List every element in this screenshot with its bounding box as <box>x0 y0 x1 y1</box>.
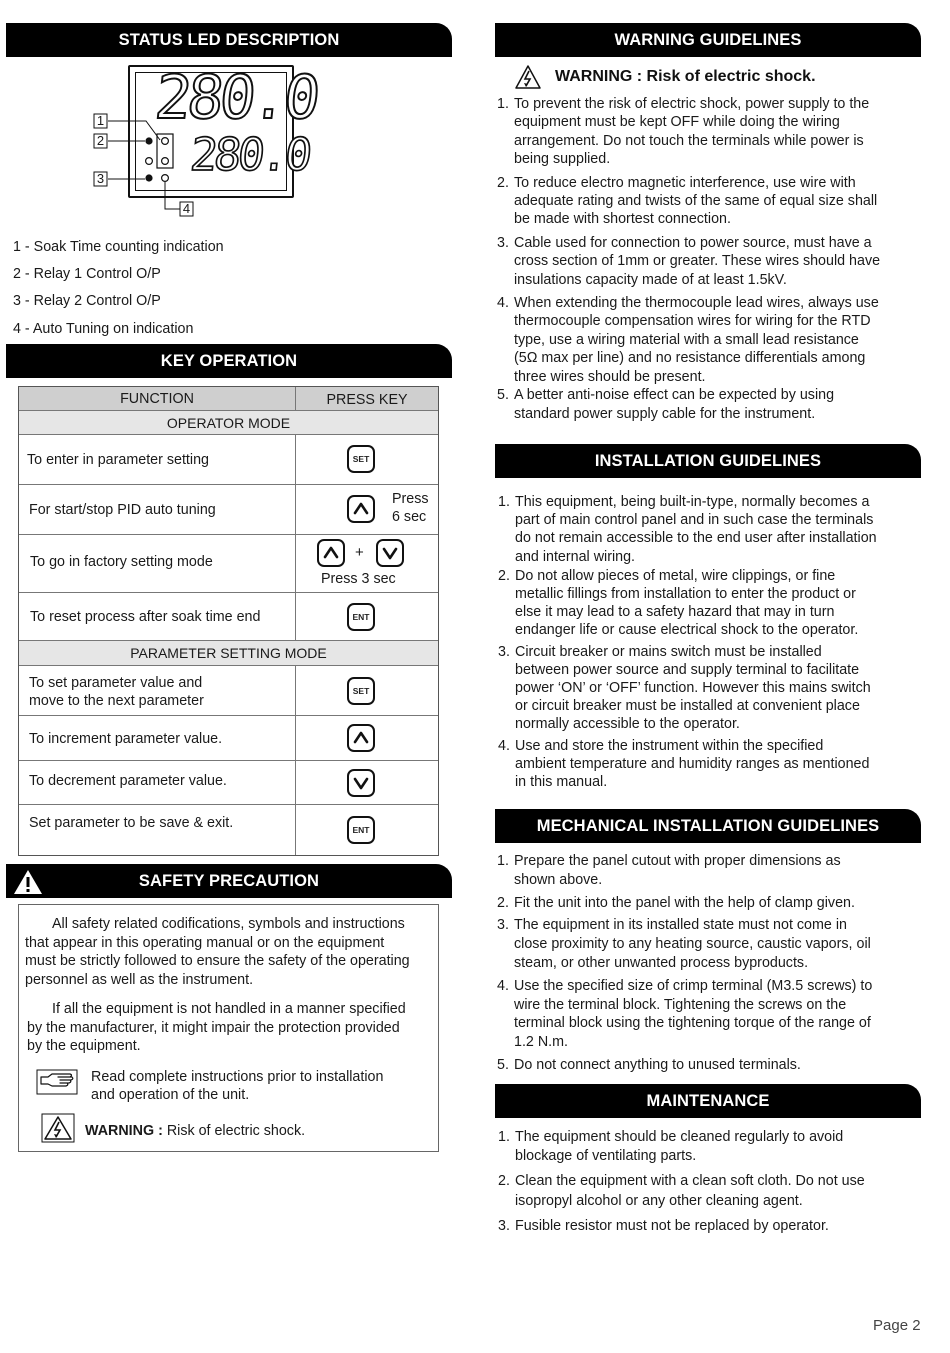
list-item-number: 1. <box>498 494 510 510</box>
table-row <box>19 535 438 593</box>
list-item-line: standard power supply cable for the instrument. <box>514 405 816 422</box>
led-legend-3: 3 - Relay 2 Control O/P <box>13 293 161 309</box>
safety-p1-line1: All safety related codifications, symbols and instructions <box>52 916 405 932</box>
list-item-number: 2. <box>497 894 509 911</box>
safety-p2-line2: by the manufacturer, it might impair the protection provided <box>27 1019 400 1036</box>
led-1 <box>145 137 152 144</box>
row-decrement-label: To decrement parameter value. <box>19 761 296 804</box>
list-item-number: 4. <box>497 295 509 312</box>
callout-3: 3 <box>96 171 105 186</box>
table-header-row <box>19 387 438 411</box>
list-item-line: A better anti-noise effect can be expected by using <box>514 387 835 404</box>
list-item-line: be made with shortest connection. <box>514 211 731 228</box>
set-key: SET <box>347 445 375 473</box>
list-item-line: thermocouple compensation wires for wiring for the RTD <box>514 313 871 330</box>
installation-header: INSTALLATION GUIDELINES <box>495 444 921 478</box>
safety-warning-bold: WARNING : <box>85 1123 163 1139</box>
list-item <box>498 1217 918 1236</box>
list-item <box>497 916 917 972</box>
list-item <box>497 294 917 386</box>
callout-1: 1 <box>96 113 105 128</box>
key-operation-header: KEY OPERATION <box>6 344 452 378</box>
safety-header <box>6 864 452 898</box>
list-item-line: Use the specified size of crimp terminal (M3.5 screws) to <box>514 977 873 994</box>
list-item-line: and internal wiring. <box>515 548 636 565</box>
warning-guidelines-header: WARNING GUIDELINES <box>495 23 921 57</box>
safety-header-label: SAFETY PRECAUTION <box>138 872 320 890</box>
safety-p1-line3: must be strictly followed to ensure the safety of the operating <box>25 953 410 969</box>
read-instructions-icon <box>36 1069 78 1095</box>
row-save-label: Set parameter to be save & exit. <box>19 805 296 855</box>
led-legend-4: 4 - Auto Tuning on indication <box>13 321 194 337</box>
list-item-line: The equipment should be cleaned regularly to avoid <box>515 1129 844 1145</box>
led-legend-1: 1 - Soak Time counting indication <box>13 239 224 255</box>
list-item-line: isopropyl alcohol or any other cleaning agent. <box>515 1192 803 1209</box>
warning-list <box>497 95 917 423</box>
up-key <box>347 724 375 752</box>
list-item-line: metallic fillings from installation to enter the product or <box>515 586 856 603</box>
list-item-line: arrangement. Do not touch the terminals while power is <box>514 132 864 149</box>
list-item-number: 4. <box>498 737 510 754</box>
list-item-line: (5Ω max per line) and no resistance differentials among <box>514 350 866 367</box>
list-item-line: in this manual. <box>515 774 608 791</box>
list-item-line: power ‘ON’ or ‘OFF’ function. However this mains switch <box>515 680 871 697</box>
list-item <box>498 567 918 640</box>
list-item <box>497 1056 917 1075</box>
list-item-line: equipment must be kept OFF while doing the wiring <box>514 114 840 131</box>
safety-box <box>18 904 439 1152</box>
list-item <box>497 95 917 169</box>
list-item-line: adequate rating and twists of the same of equal size shall <box>514 193 878 210</box>
list-item-line: type, use a wiring material with a small lead resistance <box>514 331 859 348</box>
list-item-line: being supplied. <box>514 151 611 168</box>
read-instructions-line2: and operation of the unit. <box>91 1087 250 1103</box>
table-row <box>19 805 438 855</box>
list-item-line: shown above. <box>514 871 603 888</box>
row-reset-label: To reset process after soak time end <box>19 593 296 640</box>
list-item-line: This equipment, being built-in-type, normally becomes a <box>515 494 870 510</box>
operator-mode-label: OPERATOR MODE <box>166 415 291 431</box>
led-legend-2: 2 - Relay 1 Control O/P <box>13 266 161 282</box>
table-row <box>19 485 438 535</box>
list-item-line: three wires should be present. <box>514 368 706 385</box>
list-item-line: Circuit breaker or mains switch must be installed <box>515 643 822 660</box>
list-item-number: 2. <box>497 174 509 191</box>
list-item-line: terminal block using the tightening torque of the range of <box>514 1015 871 1032</box>
list-item-line: When extending the thermocouple lead wires, always use <box>514 295 879 312</box>
list-item-number: 1. <box>498 1129 510 1145</box>
parameter-mode-row <box>19 641 438 666</box>
press-6-line1: Press <box>392 491 429 507</box>
list-item-line: Prepare the panel cutout with proper dimensions as <box>514 853 841 869</box>
list-item <box>497 386 917 423</box>
press-3-sec: Press 3 sec <box>321 571 396 587</box>
list-item-line: 1.2 N.m. <box>514 1034 569 1051</box>
list-item-line: endanger life or cause electrical shock to the operator. <box>515 622 859 639</box>
list-item-line: between power source and supply terminal to facilitate <box>515 661 860 678</box>
list-item-number: 4. <box>497 977 509 994</box>
list-item-line: The equipment in its installed state must not come in <box>514 917 847 934</box>
safety-warning-line <box>85 1123 305 1139</box>
down-key <box>347 769 375 797</box>
row-set-param-line2: move to the next parameter <box>29 693 204 709</box>
list-item-line: Do not connect anything to unused terminals. <box>514 1056 801 1073</box>
list-item-line: insulations capacity made of at least 1.5kV. <box>514 271 787 288</box>
safety-p2-line1: If all the equipment is not handled in a manner specified <box>52 1001 406 1017</box>
list-item-line: Fusible resistor must not be replaced by operator. <box>515 1217 829 1234</box>
list-item-line: Fit the unit into the panel with the help of clamp given. <box>514 894 855 911</box>
table-row <box>19 435 438 485</box>
list-item-number: 3. <box>498 643 510 660</box>
electric-shock-icon <box>514 64 542 90</box>
maintenance-list <box>498 1128 918 1236</box>
list-item-number: 1. <box>497 96 509 112</box>
list-item <box>498 493 918 566</box>
row-factory-label: To go in factory setting mode <box>19 535 296 592</box>
warning-triangle-icon <box>13 869 43 895</box>
up-key <box>317 539 345 567</box>
safety-p1-line4: personnel as well as the instrument. <box>25 971 254 988</box>
down-key <box>376 539 404 567</box>
list-item-line: ambient temperature and humidity ranges as mentioned <box>515 755 870 772</box>
list-item <box>498 643 918 734</box>
callout-4: 4 <box>182 201 191 216</box>
list-item-line: blockage of ventilating parts. <box>515 1148 697 1165</box>
installation-list <box>498 493 918 791</box>
col-press-key: PRESS KEY <box>326 392 408 408</box>
list-item-number: 3. <box>498 1217 510 1234</box>
list-item <box>497 852 917 890</box>
safety-p2-line3: by the equipment. <box>27 1038 141 1054</box>
list-item-line: close proximity to any heating source, caustic vapors, oil <box>514 936 871 953</box>
table-row <box>19 761 438 805</box>
maintenance-header: MAINTENANCE <box>495 1084 921 1118</box>
list-item-number: 3. <box>497 234 509 251</box>
list-item-line: steam, or other unwanted process byproducts. <box>514 954 809 971</box>
list-item-line: else it may lead to a safety hazard that may in turn <box>515 604 835 621</box>
led-bottom-reading: 280.0 <box>187 128 312 181</box>
list-item-number: 2. <box>498 567 510 584</box>
operator-mode-row <box>19 411 438 435</box>
row-set-param-line1: To set parameter value and <box>29 675 203 691</box>
row-increment-label: To increment parameter value. <box>19 716 296 760</box>
parameter-mode-label: PARAMETER SETTING MODE <box>130 645 327 661</box>
list-item <box>497 977 917 1052</box>
list-item-line: Clean the equipment with a clean soft cloth. Do not use <box>515 1173 865 1190</box>
list-item-number: 2. <box>498 1173 510 1190</box>
mechanical-list <box>497 852 917 1075</box>
led-top-reading: 280.0 <box>151 63 320 133</box>
row-pid-label: For start/stop PID auto tuning <box>19 485 296 534</box>
row-enter-param-label: To enter in parameter setting <box>19 435 296 484</box>
list-item <box>498 737 918 792</box>
list-item-line: Do not allow pieces of metal, wire clippings, or fine <box>515 567 836 584</box>
read-instructions-line1: Read complete instructions prior to installation <box>91 1069 384 1085</box>
ent-key: ENT <box>347 816 375 844</box>
safety-p1-line2: that appear in this operating manual or on the equipment <box>25 934 385 951</box>
list-item-line: Use and store the instrument within the specified <box>515 737 824 754</box>
mechanical-header: MECHANICAL INSTALLATION GUIDELINES <box>495 809 921 843</box>
electric-shock-icon <box>41 1113 75 1143</box>
list-item-line: part of main control panel and in such case the terminals <box>515 512 874 529</box>
page-number: Page 2 <box>873 1317 921 1334</box>
list-item-number: 1. <box>497 853 509 869</box>
table-row <box>19 716 438 761</box>
press-6-line2: 6 sec <box>392 509 427 525</box>
list-item <box>497 894 917 913</box>
plus-sign: + <box>355 544 364 561</box>
list-item-line: wire the terminal block. Tightening the screws on the <box>514 996 847 1013</box>
col-function: FUNCTION <box>19 387 296 410</box>
list-item <box>497 174 917 229</box>
table-row <box>19 593 438 641</box>
ent-key: ENT <box>347 603 375 631</box>
set-key: SET <box>347 677 375 705</box>
list-item-number: 3. <box>497 917 509 934</box>
safety-warning-text: Risk of electric shock. <box>162 1123 306 1139</box>
list-item-line: do not remain accessible to the end user after installation <box>515 530 877 547</box>
warning-title: WARNING : Risk of electric shock. <box>555 68 816 85</box>
status-led-header: STATUS LED DESCRIPTION <box>6 23 452 57</box>
list-item-line: To reduce electro magnetic interference, use wire with <box>514 174 856 191</box>
table-row <box>19 666 438 716</box>
list-item-line: normally accessible to the operator. <box>515 716 740 733</box>
callout-2: 2 <box>96 133 105 148</box>
up-key <box>347 495 375 523</box>
list-item-number: 5. <box>497 387 509 404</box>
key-operation-table <box>18 386 439 856</box>
list-item-line: or circuit breaker must be installed at convenient place <box>515 698 860 715</box>
list-item-line: To prevent the risk of electric shock, power supply to the <box>514 96 870 112</box>
list-item <box>498 1128 918 1166</box>
list-item-line: Cable used for connection to power source, must have a <box>514 234 872 251</box>
list-item-number: 5. <box>497 1056 509 1073</box>
list-item <box>498 1172 918 1210</box>
list-item-line: cross section of 1mm or greater. These wires should have <box>514 253 881 270</box>
list-item <box>497 234 917 289</box>
